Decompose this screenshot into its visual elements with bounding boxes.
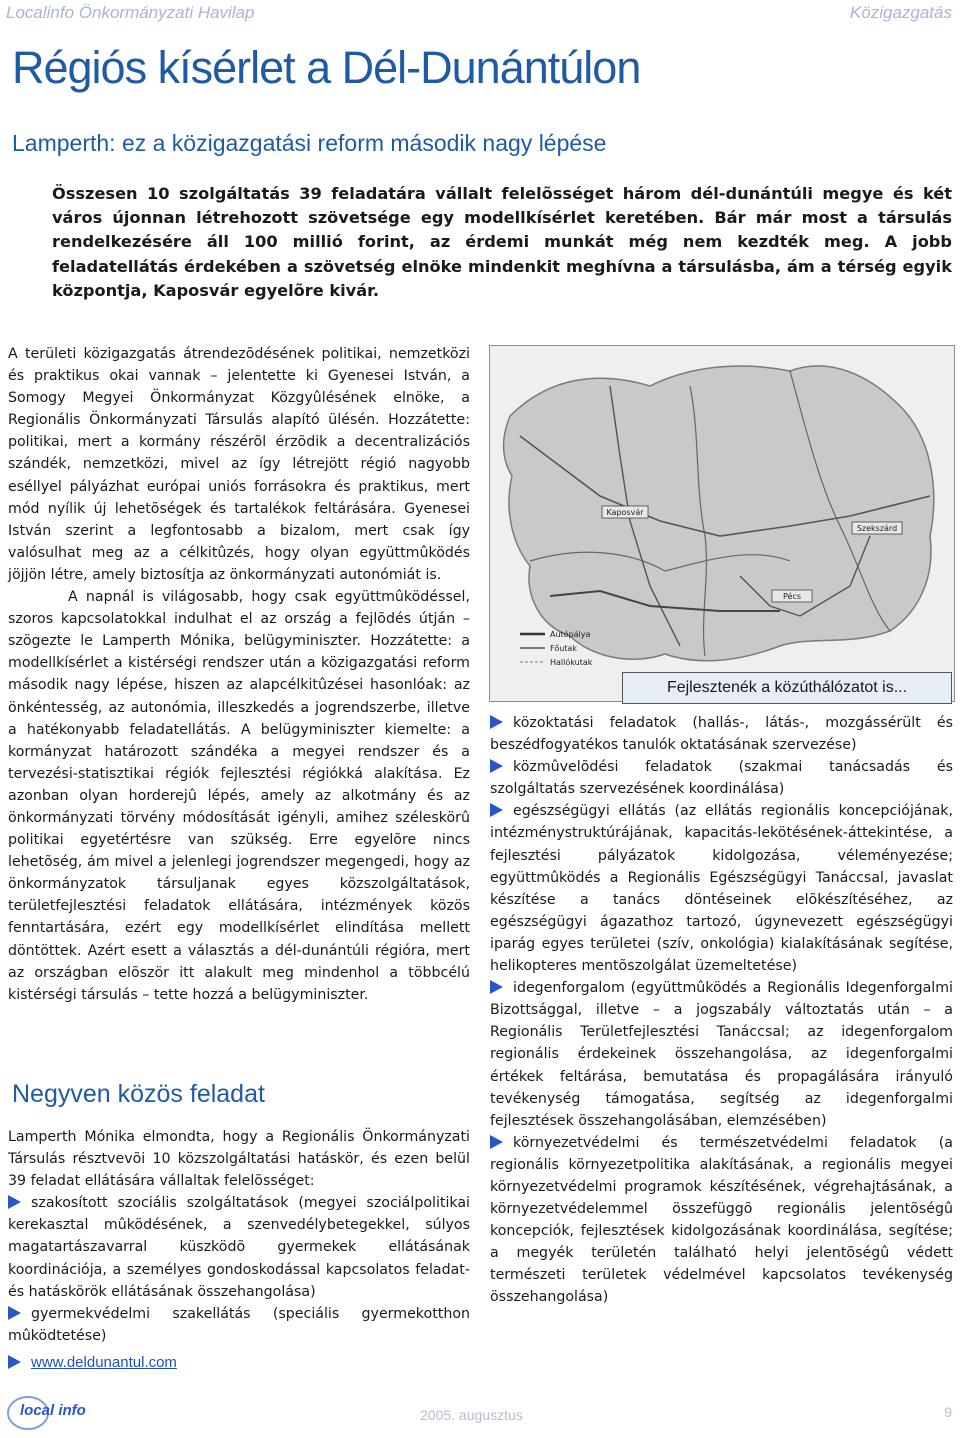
triangle-bullet-icon xyxy=(490,803,503,817)
bullet-text: egészségügyi ellátás (az ellátás regionális koncepciójának, intézménystruktúrájának, kapacitás-lekötésének-áttekintése, a fejlesztési pályázatok kidolgozása, véleményezése; együttmûködés a Regionális Egészségügyi Tanáccsal, javaslat készítése a tanács döntéseinek elõkészítéséhez, az egészségügyi ágazathoz tartozó, úgynevezett egészségügyi iparág egyes területei (szív, onkológia) kialakításának segítése, helikopteres mentõszolgálat üzemeltetése) xyxy=(490,803,953,975)
page-number: 9 xyxy=(944,1404,952,1420)
bullet-item xyxy=(490,800,953,977)
bullet-item xyxy=(490,756,953,800)
right-column xyxy=(490,712,953,1309)
bullet-item xyxy=(490,977,953,1132)
bullet-item xyxy=(490,1132,953,1309)
map-legend-label: Főutak xyxy=(550,644,577,653)
lead-paragraph: Összesen 10 szolgáltatás 39 feladatára vállalt felelõsséget három dél-dunántúli megye és két város újonnan létrehozott szövetsége egy modellkísérlet keretében. Bár már most a társulás rendelkezésére áll 100 millió forint, az érdemi munkát még nem kezdték meg. A jobb feladatellátás érdekében a szövetség elnöke mindenkit meghívna a társulásba, ám a térség egyik központja, Kaposvár egyelõre kivár. xyxy=(52,184,952,300)
triangle-bullet-icon xyxy=(490,759,503,773)
map-city-label: Pécs xyxy=(782,592,802,601)
section-name: Közigazgatás xyxy=(849,3,952,22)
map-city-label: Kaposvár xyxy=(606,508,644,517)
issue-date: 2005. augusztus xyxy=(420,1407,523,1423)
bullet-text: gyermekvédelmi szakellátás (speciális gyermekotthon mûködtetése) xyxy=(8,1305,470,1344)
triangle-bullet-icon xyxy=(8,1195,21,1209)
triangle-bullet-icon xyxy=(490,715,503,729)
localinfo-logo xyxy=(6,1393,106,1433)
bullet-item xyxy=(8,1303,470,1347)
bullet-text: környezetvédelmi és természetvédelmi feladatok (a regionális környezetpolitika alakításának, a regionális megyei környezetvédelmi programok készítésének, végrehajtásának, a környezetvédelemmel összefüggõ regionális jelentõségû koncepciók, fejlesztések kidolgozásának koordinálása, segítése; a megyék területén található helyi jelentõségû védett természeti területek védelmével kapcsolatos tevékenység összehangolása) xyxy=(490,1134,953,1306)
bullet-text: idegenforgalom (együttmûködés a Regionális Idegenforgalmi Bizottsággal, illetve – a jogszabály változtatás után – a Regionális Területfejlesztési Tanáccsal; az idegenforgalom regionális érdekeinek összehangolása, az idegenforgalmi értékek feltárása, bemutatása és propagálására irányuló tevékenység támogatása, segítség az idegenforgalmi fejlesztések összehangolásában, elemzésében) xyxy=(490,980,953,1129)
website-row xyxy=(8,1354,177,1371)
section-intro: Lamperth Mónika elmondta, hogy a Regionális Önkormányzati Társulás résztvevõi 10 közszolgáltatási hatáskör, és ezen belül 39 feladat ellátására vállaltak felelõsséget: xyxy=(8,1129,470,1190)
triangle-bullet-icon xyxy=(8,1306,21,1320)
map-city-label: Szekszárd xyxy=(856,524,898,533)
bullet-item xyxy=(490,712,953,756)
bullet-item xyxy=(8,1192,470,1302)
logo-text: local info xyxy=(20,1402,86,1419)
region-map-image xyxy=(489,345,955,702)
bullet-text: közoktatási feladatok (hallás-, látás-, mozgássérült és beszédfogyatékos tanulók oktatásának szervezése) xyxy=(490,715,953,754)
triangle-bullet-icon xyxy=(490,980,503,994)
bullet-text: szakosított szociális szolgáltatások (megyei szociálpolitikai kerekasztal mûködésének, a szenvedélybetegekkel, súlyos magatartászavarral küszködõ gyermekek ellátásának koordinációja, a személyes gondoskodással kapcsolatos feladat- és hatáskörök ellátásának összehangolása) xyxy=(8,1195,470,1300)
bullet-text: közmûvelõdési feladatok (szakmai tanácsadás és szolgáltatás szervezésének koordinálása) xyxy=(490,759,953,798)
publication-name: Localinfo Önkormányzati Havilap xyxy=(6,3,255,22)
body-paragraph-1: A területi közigazgatás átrendezõdésének politikai, nemzetközi és praktikus okai vannak – jelentette ki Gyenesei István, a Somogy Megyei Önkormányzat Közgyûlésének elnöke, a Regionális Önkormányzati Társulás alapító ülésén. Hozzátette: politikai, mert a kormány részérõl érzõdik a decentralizációs szándék, nemzetközi, mivel az így létrejött régió nagyobb eséllyel pályázhat európai uniós forrásokra és praktikus, mert mód nyílik új lehetõségek és tartalékok feltárására. Gyenesei István szerint a legfontosabb a bizalom, mert csak így valósulhat meg az a célkitûzés, hogy olyan együttmûködés jöjjön létre, amely biztosítja az önkormányzati autonómiát is. xyxy=(8,346,470,583)
left-column xyxy=(8,343,470,1006)
section-heading: Negyven közös feladat xyxy=(12,1080,265,1108)
page-subtitle: Lamperth: ez a közigazgatási reform második nagy lépése xyxy=(12,130,607,156)
website-link[interactable]: www.deldunantul.com xyxy=(31,1354,177,1371)
map-legend-label: Autópálya xyxy=(550,630,591,639)
map-graphic xyxy=(490,346,954,701)
map-caption: Fejlesztenék a közúthálózatot is... xyxy=(622,672,952,704)
body-paragraph-2: A napnál is világosabb, hogy csak együttmûködéssel, szoros kapcsolatokkal indulhat el az ország a fejlõdés útján – szögezte le Lamperth Mónika, belügyminiszter. Hozzátette: a modellkísérlet a kistérségi rendszer után a közigazgatási reform második nagy lépése, hiszen az alapcélkitûzései hasonlóak: az önkéntesség, az autonómia, illeszkedés a jogrendszerbe, illetve a hatékonyabb feladatellátás. A belügyminiszter kiemelte: a kormányzat határozott szándéka a megyei rendszer és a tervezési-statisztikai régiók fejlesztési régiókká alakítása. Ez azonban olyan horderejû lépés, amely az alkotmány és az önkormányzati törvény módosítását igényli, amihez széleskörû politikai egyetértésre van szükség. Erre egyelõre nincs lehetõség, ám mivel a jelenlegi jogrendszer megengedi, hogy az önkormányzatok társuljanak egyes közszolgáltatások, területfejlesztési feladatok ellátására, intézmények közös fenntartására, ezért egy modellkísérlet elindítása mellett döntöttek. Azért esett a választás a dél-dunántúli régióra, mert az országban elõször itt alakult meg mindenhol a többcélú kistérségi társulás – tette hozzá a belügyminiszter. xyxy=(8,589,470,1003)
triangle-bullet-icon xyxy=(8,1355,21,1369)
page-title: Régiós kísérlet a Dél-Dunántúlon xyxy=(12,42,641,93)
map-legend-label: Hallókutak xyxy=(550,658,593,667)
section-body xyxy=(8,1126,470,1347)
triangle-bullet-icon xyxy=(490,1135,503,1149)
